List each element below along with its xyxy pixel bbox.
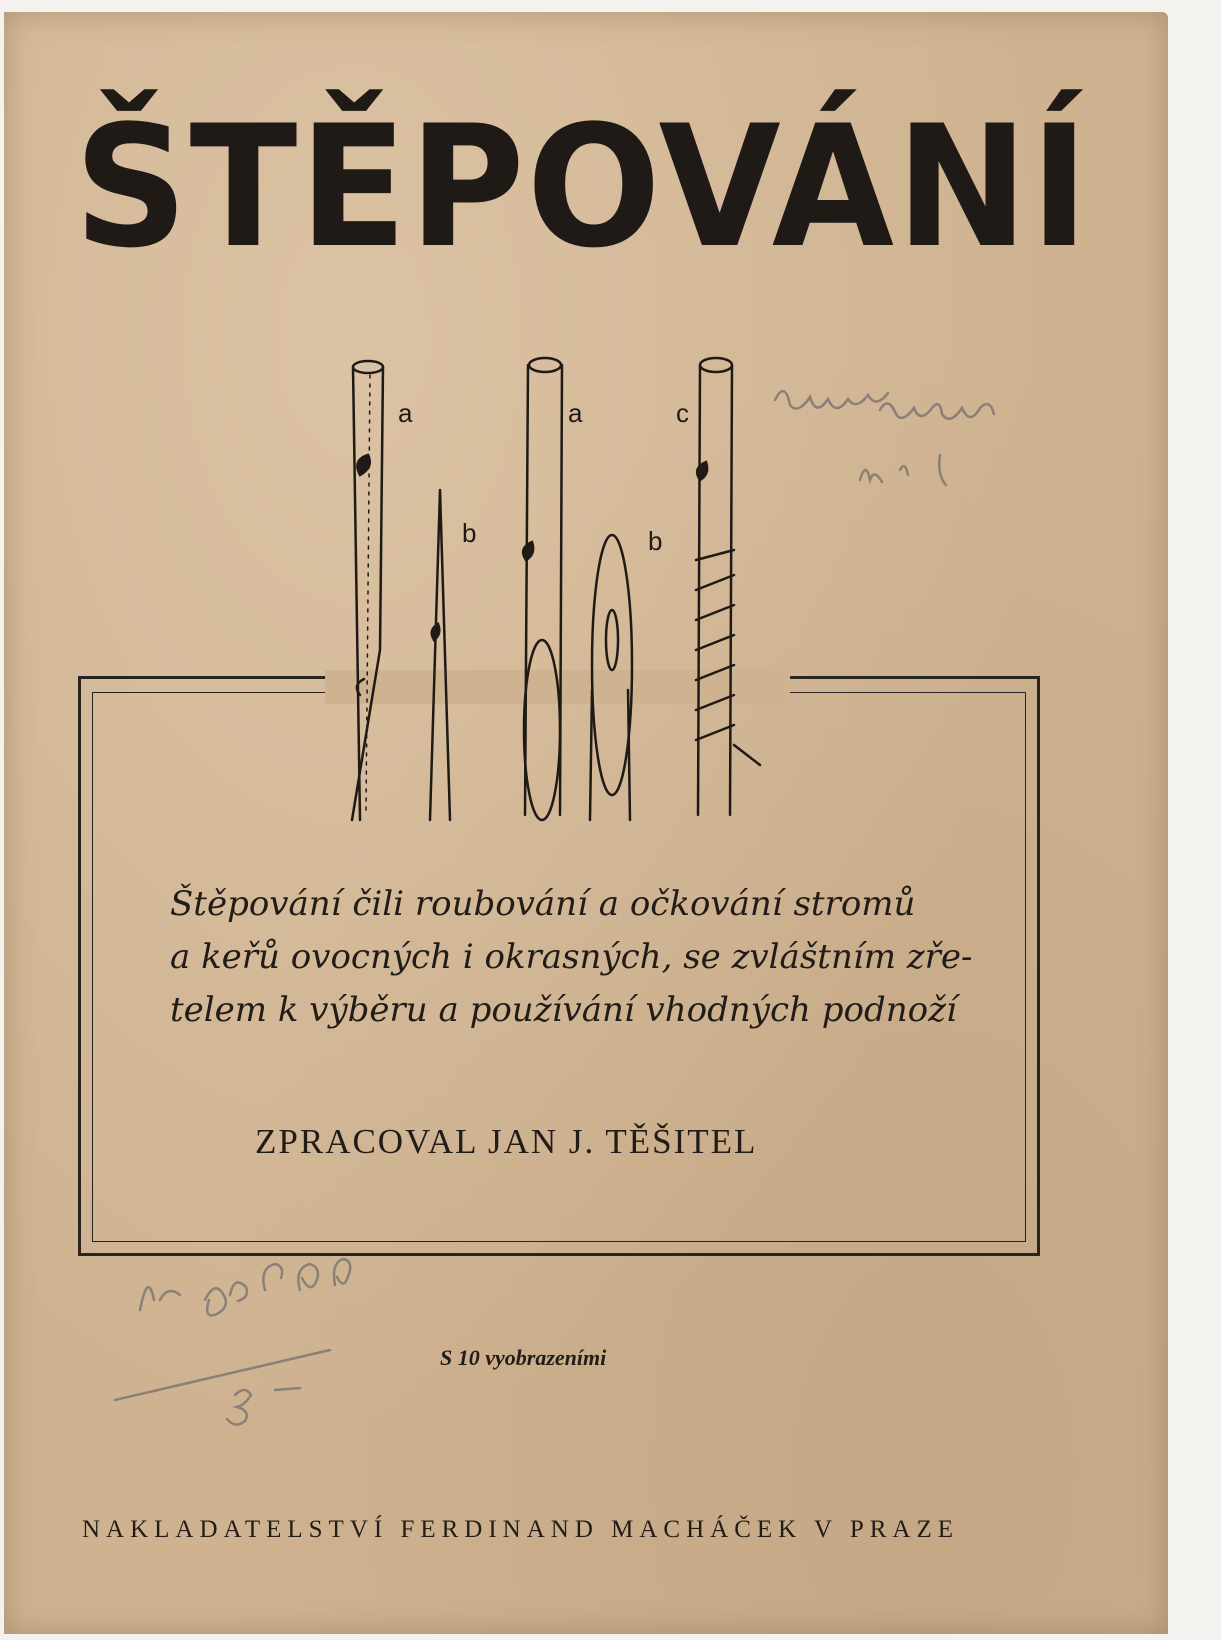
label-b-2: b	[648, 526, 663, 556]
label-a-1: a	[398, 398, 413, 428]
author-line: ZPRACOVAL JAN J. TĚŠITEL	[255, 1122, 758, 1161]
scion-illustration-4	[590, 535, 632, 820]
scion-illustration-5	[696, 358, 760, 815]
illustrations-note: S 10 vyobrazeními	[440, 1345, 607, 1370]
label-c: c	[676, 398, 689, 428]
publisher-line: NAKLADATELSTVÍ FERDINAND MACHÁČEK V PRAZE	[82, 1516, 960, 1543]
subtitle-line-1: Štěpování čili roubování a očkování stromů	[170, 884, 916, 924]
subtitle-line-3: telem k výběru a používání vhodných podnoží	[170, 990, 957, 1030]
subtitle-line-2: a keřů ovocných i okrasných, se zvláštním zře-	[170, 937, 973, 977]
scion-illustration-2	[430, 490, 450, 820]
cover-title: ŠTĚPOVÁNÍ	[74, 89, 1091, 285]
label-a-2: a	[568, 398, 583, 428]
label-b-1: b	[462, 518, 477, 548]
cover-subtitle	[170, 878, 973, 1037]
scion-illustration-3	[523, 358, 562, 820]
scion-illustration-1	[352, 361, 383, 820]
grafting-illustration	[330, 350, 790, 840]
